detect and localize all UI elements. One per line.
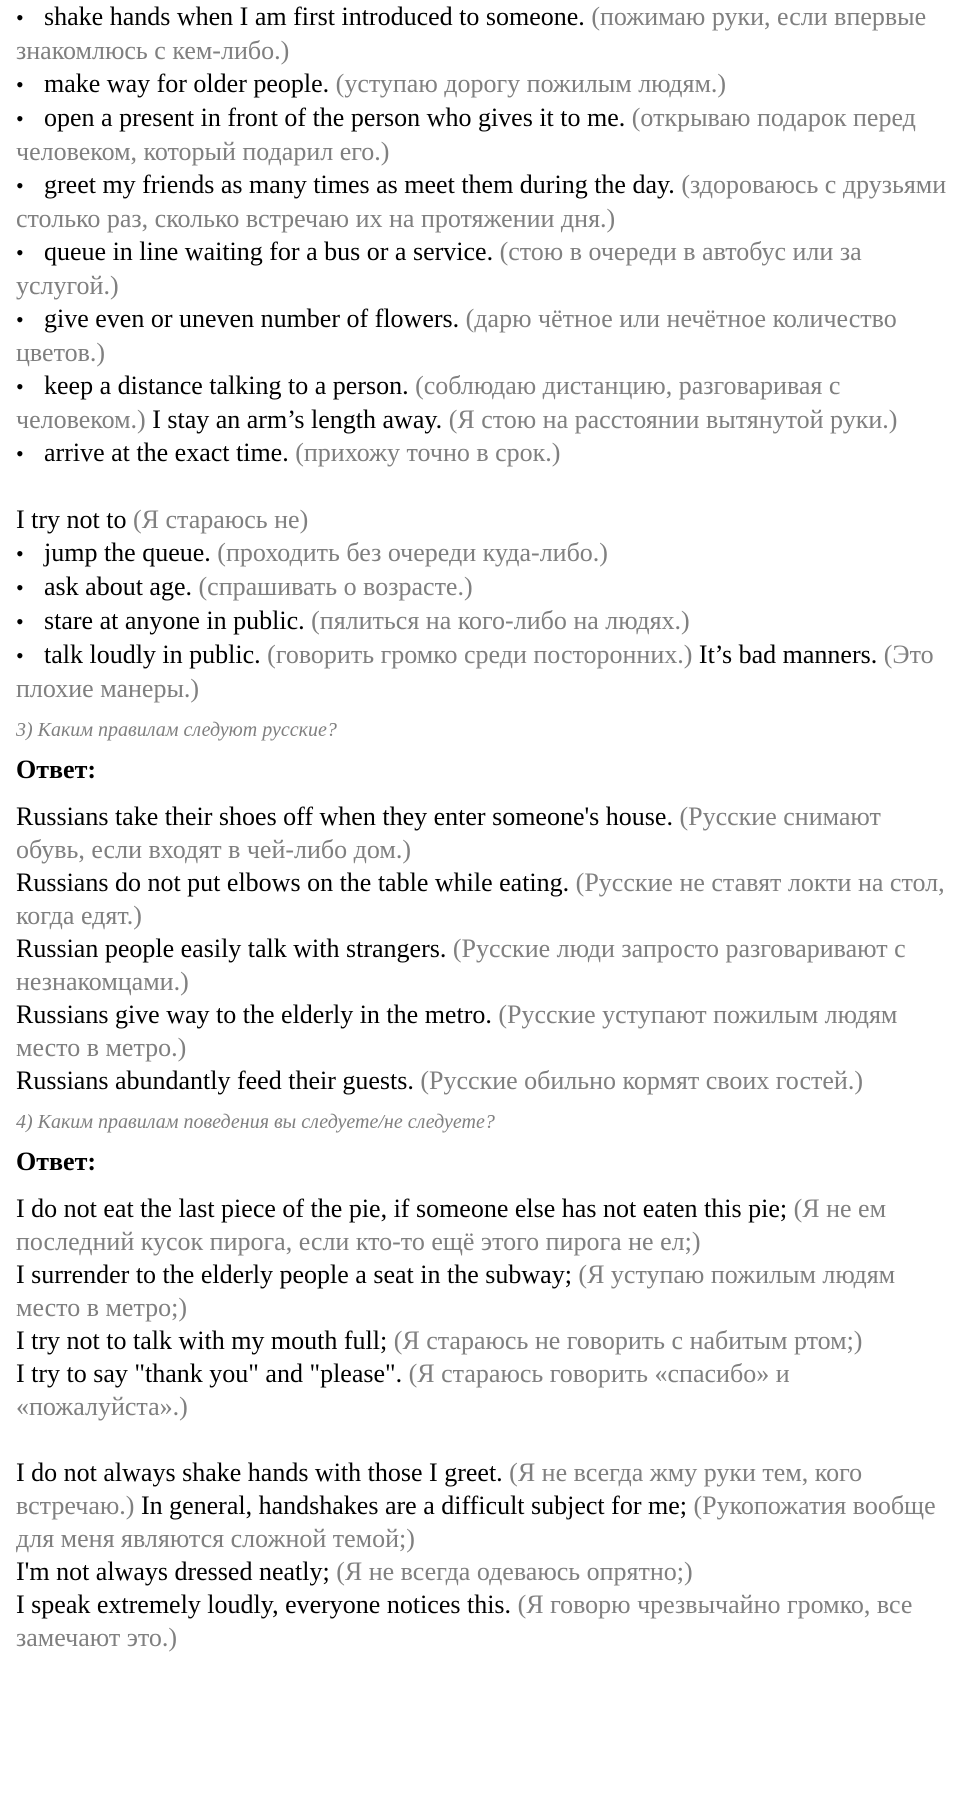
spacer	[16, 470, 952, 503]
answer-line: I surrender to the elderly people a seat in the subway; (Я уступаю пожилым людям место в метро;)	[16, 1260, 896, 1322]
spacer	[16, 1423, 952, 1456]
answer-label: Ответ:	[16, 755, 97, 784]
answer-label: Ответ:	[16, 1147, 97, 1176]
answer-4-body	[16, 1192, 952, 1423]
list-item: • talk loudly in public. (говорить громко среди посторонних.) It’s bad manners. (Это плохие манеры.)	[16, 640, 934, 703]
answer-3-body	[16, 800, 952, 1097]
answer-line: Russian people easily talk with strangers. (Русские люди запросто разговаривают с незнакомцами.)	[16, 934, 906, 996]
question-4: 4) Каким правилам поведения вы следуете/не следуете?	[16, 1111, 495, 1133]
answer-line: Russians abundantly feed their guests. (Русские обильно кормят своих гостей.)	[16, 1066, 863, 1095]
answer-line: I speak extremely loudly, everyone notices this. (Я говорю чрезвычайно громко, все замечают это.)	[16, 1590, 913, 1652]
list-item: • shake hands when I am first introduced to someone. (пожимаю руки, если впервые знакомлюсь с кем-либо.)	[16, 2, 927, 65]
bullet-icon: •	[16, 5, 24, 30]
list-item: • jump the queue. (проходить без очереди куда-либо.)	[16, 536, 952, 570]
list-try-not	[16, 536, 952, 705]
list-item: • ask about age. (спрашивать о возрасте.)	[16, 570, 952, 604]
answer-line: I'm not always dressed neatly; (Я не всегда одеваюсь опрятно;)	[16, 1557, 693, 1586]
answer-line: Russians give way to the elderly in the metro. (Русские уступают пожилым людям место в метро.)	[16, 1000, 898, 1062]
try-not-heading: I try not to (Я стараюсь не)	[16, 505, 309, 534]
answer-line: I try to say "thank you" and "please". (Я стараюсь говорить «спасибо» и «пожалуйста».)	[16, 1359, 790, 1421]
answer-line: Russians do not put elbows on the table while eating. (Русские не ставят локти на стол, когда едят.)	[16, 868, 945, 930]
bullet-icon: •	[16, 72, 24, 97]
answer-line: I do not always shake hands with those I greet. (Я не всегда жму руки тем, кого встречаю.) In general, handshakes are a difficult subject for me; (Рукопожатия вообще для меня являются сложной темой;)	[16, 1458, 936, 1553]
list-item: • stare at anyone in public. (пялиться на кого-либо на людях.)	[16, 604, 952, 638]
bullet-icon: •	[16, 541, 24, 566]
list-item: • arrive at the exact time. (прихожу точно в срок.)	[16, 436, 952, 470]
list-item: • give even or uneven number of flowers. (дарю чётное или нечётное количество цветов.)	[16, 304, 897, 367]
list-item: • keep a distance talking to a person. (соблюдаю дистанцию, разговаривая с человеком.) I stay an arm’s length away. (Я стою на расстоянии вытянутой руки.)	[16, 371, 898, 434]
list-item: • greet my friends as many times as meet them during the day. (здороваюсь с друзьями столько раз, сколько встречаю их на протяжении дня.)	[16, 170, 947, 233]
question-3: 3) Каким правилам следуют русские?	[16, 719, 337, 741]
bullet-icon: •	[16, 575, 24, 600]
answer-4-body-extra	[16, 1456, 952, 1654]
list-item: • queue in line waiting for a bus or a service. (стою в очереди в автобус или за услугой.)	[16, 237, 862, 300]
bullet-icon: •	[16, 643, 24, 668]
answer-line: Russians take their shoes off when they enter someone's house. (Русские снимают обувь, если входят в чей-либо дом.)	[16, 802, 881, 864]
bullet-icon: •	[16, 441, 24, 466]
list-always	[16, 0, 952, 470]
bullet-icon: •	[16, 173, 24, 198]
bullet-icon: •	[16, 106, 24, 131]
answer-line: I try not to talk with my mouth full; (Я стараюсь не говорить с набитым ртом;)	[16, 1326, 863, 1355]
bullet-icon: •	[16, 307, 24, 332]
list-item: • open a present in front of the person who gives it to me. (открываю подарок перед человеком, который подарил его.)	[16, 103, 916, 166]
bullet-icon: •	[16, 609, 24, 634]
bullet-icon: •	[16, 240, 24, 265]
answer-line: I do not eat the last piece of the pie, if someone else has not eaten this pie; (Я не ем последний кусок пирога, если кто-то ещё этого пирога не ел;)	[16, 1194, 887, 1256]
list-item: • make way for older people. (уступаю дорогу пожилым людям.)	[16, 67, 952, 101]
bullet-icon: •	[16, 374, 24, 399]
